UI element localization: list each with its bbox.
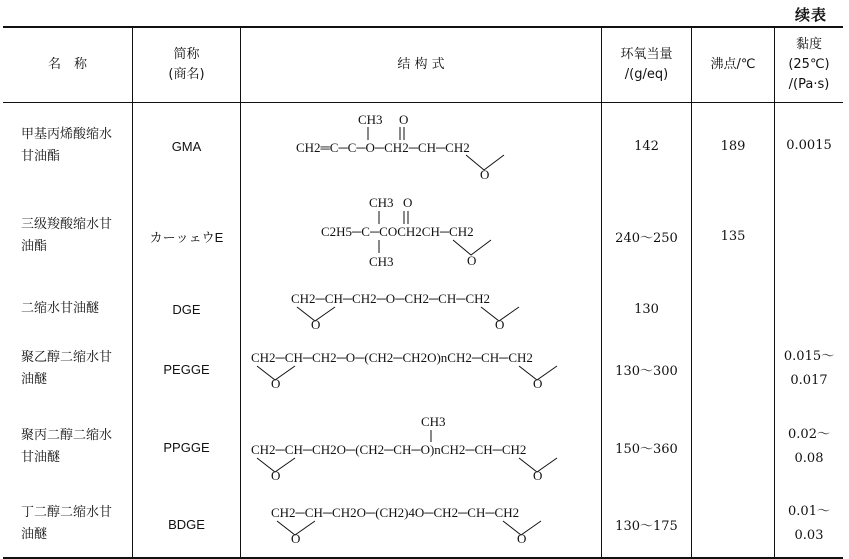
boiling-point <box>692 403 775 491</box>
viscosity <box>775 403 844 491</box>
compound-abbr: PPGGE <box>133 403 241 491</box>
compound-name-line2: 油醚 <box>21 527 48 542</box>
formula-main: CH2─CH─CH2─O─(CH2─CH2O)nCH2─CH─CH2 <box>251 350 533 365</box>
formula-ring-o-right: O <box>517 531 527 546</box>
viscosity-line1: 0.01～ <box>788 504 830 519</box>
viscosity-line2: 0.08 <box>794 451 824 466</box>
structural-formula-gma <box>296 110 546 182</box>
structure-cell <box>241 283 602 335</box>
boiling-point <box>692 491 775 558</box>
viscosity <box>775 335 844 403</box>
formula-ring-o-right: O <box>495 317 505 331</box>
header-abbr-line2: (商名) <box>168 67 205 82</box>
compound-name-line1: 聚乙醇二缩水甘 <box>21 350 113 365</box>
structural-formula-pegge <box>251 346 591 392</box>
header-visc-line3: /(Pa·s) <box>788 77 830 92</box>
viscosity-line1: 0.02～ <box>788 427 830 442</box>
epoxy-equivalent: 142 <box>602 103 692 190</box>
formula-ch3: CH3 <box>358 112 383 127</box>
formula-ch3-bottom: CH3 <box>369 254 394 269</box>
header-viscosity <box>775 27 844 103</box>
viscosity-line2: 0.017 <box>790 373 828 388</box>
compound-name-line2: 油醚 <box>21 372 48 387</box>
compound-name <box>3 491 133 558</box>
structure-cell <box>241 189 602 283</box>
formula-o-double: O <box>399 112 409 127</box>
viscosity-line1: 0.015～ <box>783 349 835 364</box>
compound-abbr: DGE <box>133 283 241 335</box>
header-abbr-line1: 简称 <box>173 47 200 62</box>
formula-main: CH2─CH─CH2O─(CH2─CH─O)nCH2─CH─CH2 <box>251 442 527 457</box>
compound-name <box>3 189 133 283</box>
header-epoxy-line1: 环氧当量 <box>620 47 673 62</box>
compound-abbr: GMA <box>133 103 241 190</box>
header-abbr <box>133 27 241 103</box>
epoxy-equivalent: 130 <box>602 283 692 335</box>
formula-ring-o-left: O <box>311 317 321 331</box>
compound-name-line2: 甘油醚 <box>21 450 61 465</box>
viscosity <box>775 491 844 558</box>
epoxy-equivalent: 150～360 <box>602 403 692 491</box>
boiling-point <box>692 335 775 403</box>
structural-formula-ppgge <box>251 412 591 482</box>
compound-name <box>3 283 133 335</box>
viscosity <box>775 103 844 190</box>
formula-ring-o-left: O <box>271 376 281 391</box>
compound-abbr: BDGE <box>133 491 241 558</box>
table-row <box>3 335 843 403</box>
table-row <box>3 283 843 335</box>
formula-ring-o-right: O <box>533 376 543 391</box>
epoxy-equivalent: 130～300 <box>602 335 692 403</box>
structure-cell <box>241 103 602 190</box>
viscosity <box>775 189 844 283</box>
compound-name-line2: 甘油酯 <box>21 149 61 164</box>
table-row <box>3 491 843 558</box>
formula-ch3-top: CH3 <box>369 195 394 210</box>
compound-name-line1: 二缩水甘油醚 <box>21 301 100 316</box>
boiling-point: 135 <box>692 189 775 283</box>
boiling-point <box>692 283 775 335</box>
header-visc-line1: 黏度 <box>795 37 822 52</box>
compound-name <box>3 403 133 491</box>
viscosity-line1: 0.0015 <box>786 138 832 153</box>
epoxy-diluent-table <box>3 26 843 559</box>
epoxy-equivalent: 240～250 <box>602 189 692 283</box>
formula-ring-o-left: O <box>291 531 301 546</box>
header-visc-line2: (25℃) <box>788 57 830 72</box>
compound-name-line1: 丁二醇二缩水甘 <box>21 505 113 520</box>
compound-name <box>3 335 133 403</box>
structure-cell <box>241 491 602 558</box>
table-row <box>3 103 843 190</box>
viscosity <box>775 283 844 335</box>
compound-name-line1: 甲基丙烯酸缩水 <box>21 127 113 142</box>
header-structure: 结 构 式 <box>241 27 602 103</box>
structural-formula-bdge <box>271 501 571 547</box>
compound-name-line2: 油酯 <box>21 239 48 254</box>
formula-ring-o: O <box>467 253 477 268</box>
header-boiling: 沸点/℃ <box>692 27 775 103</box>
formula-main: CH2─CH─CH2─O─CH2─CH─CH2 <box>291 291 491 306</box>
viscosity-line2: 0.03 <box>794 528 824 543</box>
formula-main: CH2═C─C─O─CH2─CH─CH2 <box>296 140 470 155</box>
formula-o-double: O <box>403 195 413 210</box>
structure-cell <box>241 403 602 491</box>
compound-name-line1: 聚丙二醇二缩水 <box>21 428 113 443</box>
header-name: 名 称 <box>3 27 133 103</box>
header-epoxy-line2: /(g/eq) <box>624 67 669 82</box>
table-row <box>3 189 843 283</box>
boiling-point: 189 <box>692 103 775 190</box>
structural-formula-dge <box>291 287 551 331</box>
table-row <box>3 403 843 491</box>
compound-name <box>3 103 133 190</box>
formula-main: CH2─CH─CH2O─(CH2)4O─CH2─CH─CH2 <box>271 505 520 520</box>
structure-cell <box>241 335 602 403</box>
compound-name-line1: 三级羧酸缩水甘 <box>21 217 113 232</box>
compound-abbr: PEGGE <box>133 335 241 403</box>
formula-ring-o-right: O <box>533 468 543 482</box>
formula-ring-o-left: O <box>271 468 281 482</box>
table-header <box>3 27 843 103</box>
compound-abbr: カーッェウE <box>133 189 241 283</box>
continued-label: 续表 <box>794 6 827 24</box>
header-epoxy <box>602 27 692 103</box>
structural-formula-versatic <box>321 193 521 279</box>
epoxy-equivalent: 130～175 <box>602 491 692 558</box>
formula-ring-o: O <box>480 167 490 182</box>
formula-ch3: CH3 <box>421 414 446 429</box>
formula-main: C2H5─C─COCH2CH─CH2 <box>321 224 474 239</box>
